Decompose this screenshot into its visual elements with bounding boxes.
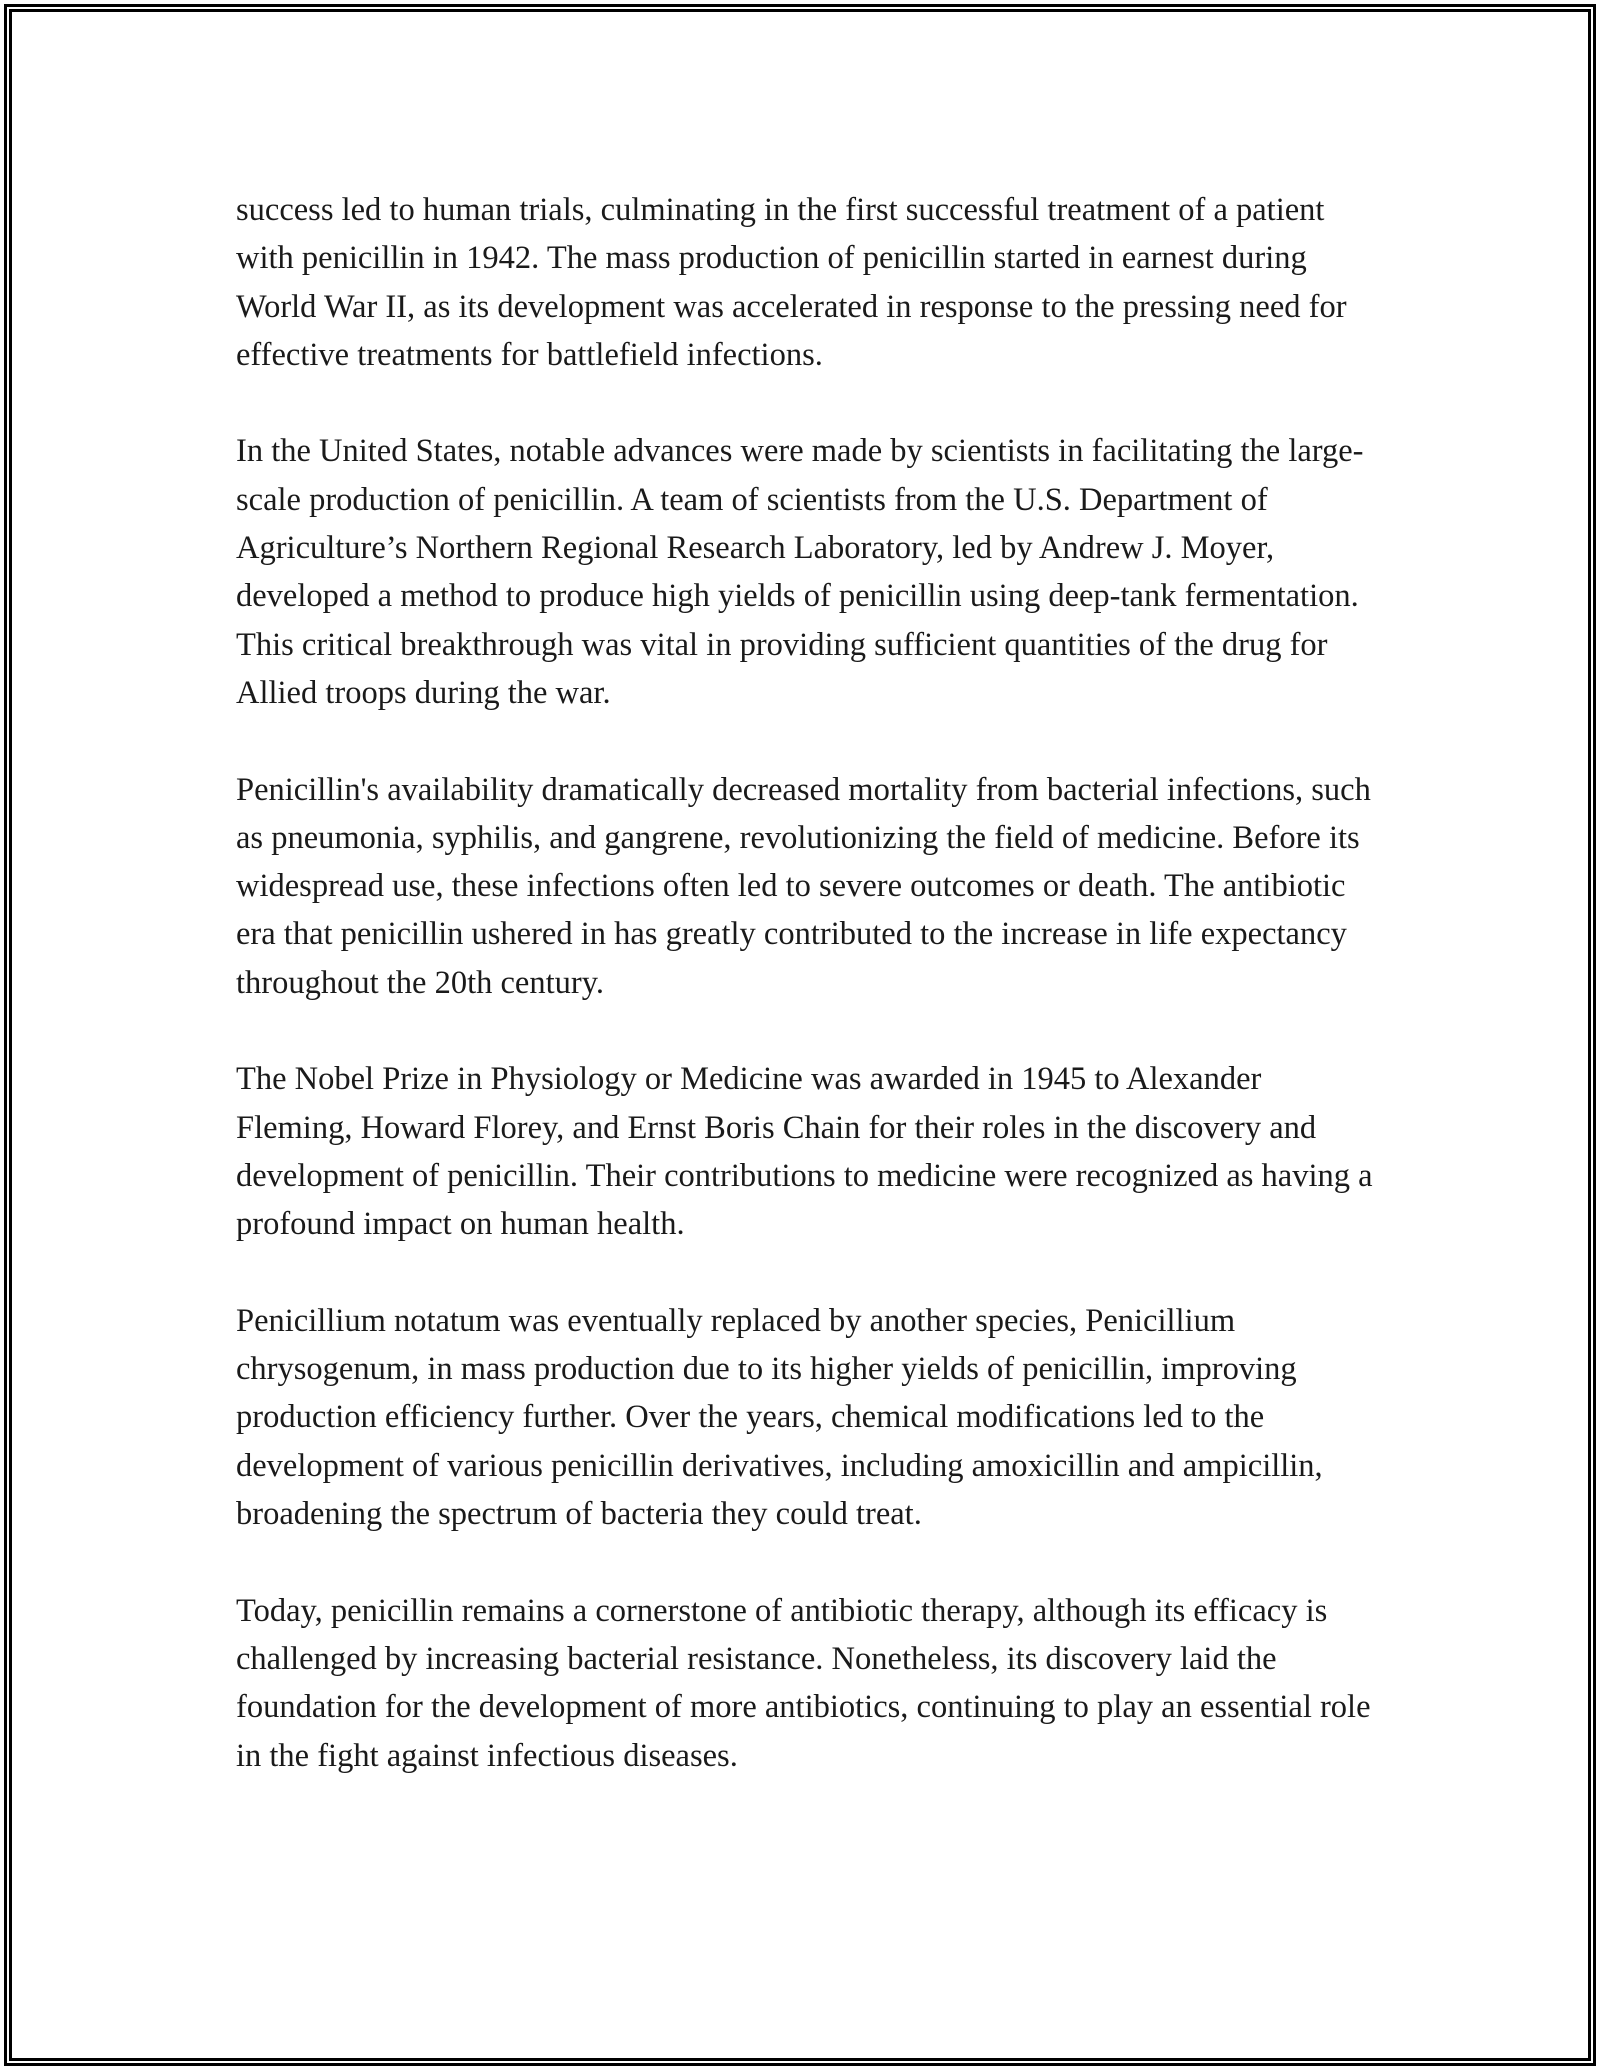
paragraph-today: Today, penicillin remains a cornerstone of antibiotic therapy, although its efficacy is challenged by increasing bacterial resistance. Nonetheless, its discovery laid the foundation for the development of more antibiotics, continuing to play an essential role in the fight against infectious diseases. <box>236 1592 1371 1774</box>
paragraph-penicillium-species: Penicillium notatum was eventually replaced by another species, Penicillium chrysogenum, in mass production due to its higher yields of penicillin, improving production efficiency further. Over the years, chemical modifications led to the development of various penicillin derivatives, including amoxicillin and ampicillin, broadening the spectrum of bacteria they could treat. <box>236 1302 1323 1533</box>
paragraph-united-states-production: In the United States, notable advances were made by scientists in facilitating the large-scale production of penicillin. A team of scientists from the U.S. Department of Agriculture’s Northern Regional Research Laboratory, led by Andrew J. Moyer, developed a method to produce high yields of penicillin using deep-tank fermentation. This critical breakthrough was vital in providing sufficient quantities of the drug for Allied troops during the war. <box>236 433 1364 711</box>
document-body <box>236 186 1376 1780</box>
paragraph-human-trials: success led to human trials, culminating in the first successful treatment of a patient with penicillin in 1942. The mass production of penicillin started in earnest during World War II, as its development was accelerated in response to the pressing need for effective treatments for battlefield infections. <box>236 192 1347 373</box>
paragraph-mortality-impact: Penicillin's availability dramatically decreased mortality from bacterial infections, such as pneumonia, syphilis, and gangrene, revolutionizing the field of medicine. Before its widespread use, these infections often led to severe outcomes or death. The antibiotic era that penicillin ushered in has greatly contributed to the increase in life expectancy throughout the 20th century. <box>236 771 1371 1001</box>
paragraph-nobel-prize: The Nobel Prize in Physiology or Medicine was awarded in 1945 to Alexander Fleming, Howard Florey, and Ernst Boris Chain for their roles in the discovery and development of penicillin. Their contributions to medicine were recognized as having a profound impact on human health. <box>236 1061 1373 1243</box>
